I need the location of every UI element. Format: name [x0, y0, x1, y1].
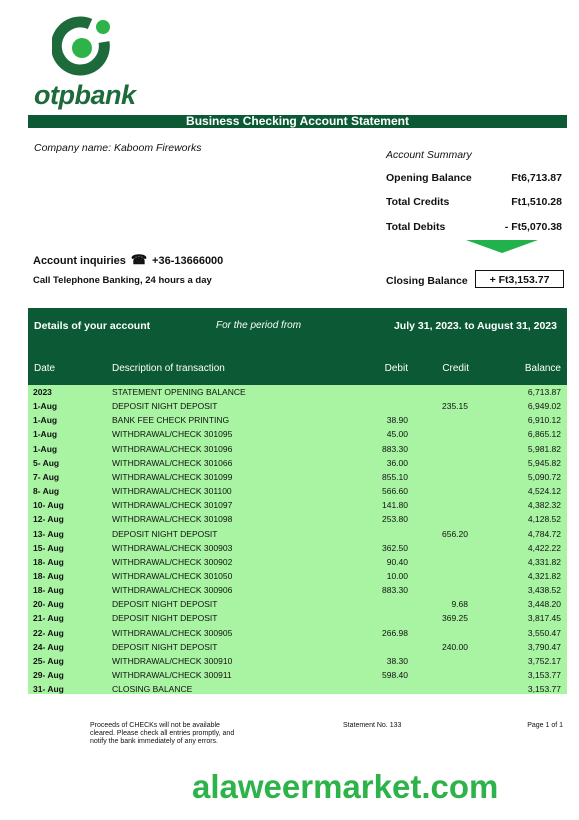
cell-date: 20- Aug [33, 599, 64, 610]
table-row [28, 470, 567, 484]
inquiries-label: Account inquiries [33, 255, 126, 267]
footer-notice-line: Proceeds of CHECKs will not be available [90, 722, 220, 729]
brand-name: otpbank [34, 80, 136, 110]
cell-balance: 3,153.77 [527, 684, 561, 695]
table-row [28, 626, 567, 640]
cell-description: WITHDRAWAL/CHECK 300905 [112, 627, 233, 638]
footer-notice-line: notify the bank immediately of any errors. [90, 738, 219, 745]
cell-credit: 656.20 [442, 528, 468, 539]
table-row [28, 654, 567, 668]
cell-description: WITHDRAWAL/CHECK 301099 [112, 471, 233, 482]
cell-description: DEPOSIT NIGHT DEPOSIT [112, 401, 218, 412]
cell-date: 29- Aug [33, 670, 64, 680]
cell-balance: 3,550.47 [527, 627, 561, 638]
cell-debit: 855.10 [382, 471, 408, 482]
cell-balance: 6,910.12 [527, 415, 561, 426]
cell-description: WITHDRAWAL/CHECK 300911 [112, 670, 232, 680]
cell-balance: 4,128.52 [527, 514, 561, 525]
cell-date: 24- Aug [33, 641, 64, 652]
cell-debit: 38.30 [386, 655, 408, 666]
cell-balance: 4,422.22 [527, 542, 561, 553]
table-row [28, 427, 567, 441]
col-description: Description of transaction [112, 363, 225, 374]
cell-description: DEPOSIT NIGHT DEPOSIT [112, 528, 218, 539]
cell-date: 1-Aug [33, 429, 58, 440]
phone-number: +36-13666000 [152, 255, 224, 267]
cell-date: 13- Aug [33, 528, 64, 539]
cell-debit: 266.98 [382, 627, 408, 638]
cell-debit: 90.40 [386, 556, 408, 567]
cell-debit: 36.00 [386, 457, 408, 468]
cell-debit: 362.50 [382, 542, 408, 553]
table-row [28, 583, 567, 597]
cell-credit: 240.00 [442, 641, 468, 652]
table-row [28, 611, 567, 625]
cell-description: STATEMENT OPENING BALANCE [112, 387, 246, 397]
cell-debit: 38.90 [386, 415, 408, 426]
cell-date: 12- Aug [33, 514, 64, 525]
cell-credit: 235.15 [442, 401, 468, 412]
transactions-table [28, 385, 567, 694]
cell-description: WITHDRAWAL/CHECK 300910 [112, 655, 233, 666]
col-balance: Balance [524, 363, 561, 374]
cell-debit: 883.30 [382, 585, 408, 596]
cell-balance: 3,438.52 [527, 585, 561, 596]
cell-description: DEPOSIT NIGHT DEPOSIT [112, 599, 218, 610]
cell-description: WITHDRAWAL/CHECK 301096 [112, 443, 233, 454]
cell-date: 22- Aug [33, 627, 64, 638]
cell-description: WITHDRAWAL/CHECK 300902 [112, 556, 233, 567]
cell-date: 2023 [33, 387, 52, 397]
table-row [28, 555, 567, 569]
table-row [28, 498, 567, 512]
account-summary-title: Account Summary [386, 149, 472, 161]
cell-balance: 3,448.20 [527, 599, 561, 610]
statement-title: Business Checking Account Statement [28, 115, 567, 128]
col-date: Date [34, 363, 56, 374]
cell-description: CLOSING BALANCE [112, 684, 193, 695]
cell-debit: 10.00 [386, 570, 408, 581]
total-debits-value: - Ft5,070.38 [504, 221, 562, 233]
table-row [28, 484, 567, 498]
cell-date: 5- Aug [33, 457, 60, 468]
watermark: alaweermarket.com [192, 768, 499, 805]
table-row [28, 569, 567, 583]
cell-debit: 141.80 [382, 500, 408, 511]
cell-description: WITHDRAWAL/CHECK 301050 [112, 570, 233, 581]
table-row [28, 442, 567, 456]
total-credits-value: Ft1,510.28 [511, 196, 562, 208]
total-credits-label: Total Credits [386, 196, 450, 208]
cell-date: 25- Aug [33, 655, 64, 666]
footer-notice-line: cleared. Please check all entries promptly, and [90, 730, 235, 737]
cell-balance: 6,949.02 [527, 401, 561, 412]
cell-date: 31- Aug [33, 684, 64, 695]
cell-balance: 3,817.45 [527, 613, 561, 624]
cell-debit: 253.80 [382, 514, 408, 525]
telephone-icon: ☎ [130, 252, 148, 267]
cell-balance: 6,713.87 [527, 387, 561, 397]
total-debits-label: Total Debits [386, 221, 446, 233]
cell-debit: 883.30 [382, 443, 408, 454]
cell-date: 10- Aug [33, 500, 64, 511]
cell-date: 15- Aug [33, 542, 64, 553]
table-row [28, 413, 567, 427]
footer-notice [90, 722, 234, 746]
table-row [28, 597, 567, 611]
table-row [28, 512, 567, 526]
account-inquiries [33, 252, 223, 268]
page-number: Page 1 of 1 [527, 722, 563, 729]
company-name: Company name: Kaboom Fireworks [34, 142, 202, 154]
account-details-header [28, 308, 567, 385]
cell-date: 18- Aug [33, 556, 64, 567]
cell-date: 18- Aug [33, 585, 64, 596]
cell-description: DEPOSIT NIGHT DEPOSIT [112, 613, 218, 624]
cell-balance: 3,752.17 [527, 655, 561, 666]
col-credit: Credit [442, 363, 469, 374]
cell-description: DEPOSIT NIGHT DEPOSIT [112, 641, 218, 652]
otp-logo-icon [52, 12, 112, 76]
cell-balance: 4,321.82 [527, 570, 561, 581]
cell-debit: 598.40 [382, 670, 408, 680]
cell-balance: 4,331.82 [527, 556, 561, 567]
table-row [28, 385, 567, 399]
cell-description: WITHDRAWAL/CHECK 301097 [112, 500, 233, 511]
period-label: For the period from [216, 320, 302, 331]
col-debit: Debit [384, 363, 408, 374]
cell-balance: 5,090.72 [527, 471, 561, 482]
cell-date: 1-Aug [33, 415, 58, 426]
period-range: July 31, 2023. to August 31, 2023 [393, 320, 557, 332]
opening-balance-value: Ft6,713.87 [511, 172, 562, 184]
cell-credit: 369.25 [442, 613, 468, 624]
cell-balance: 5,945.82 [527, 457, 561, 468]
table-row [28, 527, 567, 541]
table-row [28, 399, 567, 413]
cell-description: BANK FEE CHECK PRINTING [112, 415, 230, 426]
cell-credit: 9.68 [451, 599, 468, 610]
telephone-banking-note: Call Telephone Banking, 24 hours a day [33, 275, 212, 286]
table-row [28, 456, 567, 470]
cell-date: 7- Aug [33, 471, 60, 482]
cell-date: 8- Aug [33, 486, 60, 497]
closing-balance-label: Closing Balance [386, 275, 468, 287]
cell-description: WITHDRAWAL/CHECK 300903 [112, 542, 233, 553]
details-heading: Details of your account [34, 320, 151, 332]
cell-description: WITHDRAWAL/CHECK 301095 [112, 429, 233, 440]
cell-description: WITHDRAWAL/CHECK 301066 [112, 457, 233, 468]
cell-balance: 6,865.12 [527, 429, 561, 440]
cell-balance: 3,153.77 [527, 670, 561, 680]
cell-balance: 5,981.82 [527, 443, 561, 454]
cell-date: 1-Aug [33, 443, 58, 454]
cell-description: WITHDRAWAL/CHECK 301098 [112, 514, 233, 525]
statement-number: Statement No. 133 [343, 722, 402, 729]
cell-date: 1-Aug [33, 401, 58, 412]
cell-balance: 4,382.32 [527, 500, 561, 511]
cell-balance: 4,784.72 [527, 528, 561, 539]
table-row [28, 668, 567, 682]
cell-description: WITHDRAWAL/CHECK 301100 [112, 486, 232, 497]
cell-date: 21- Aug [33, 613, 64, 624]
table-row [28, 682, 567, 696]
cell-debit: 566.60 [382, 486, 408, 497]
cell-debit: 45.00 [386, 429, 408, 440]
opening-balance-label: Opening Balance [386, 172, 472, 184]
table-row [28, 640, 567, 654]
closing-balance-value: + Ft3,153.77 [475, 270, 564, 288]
down-arrow-icon [466, 240, 538, 253]
cell-date: 18- Aug [33, 570, 64, 581]
cell-balance: 4,524.12 [527, 486, 561, 497]
cell-description: WITHDRAWAL/CHECK 300906 [112, 585, 233, 596]
table-row [28, 541, 567, 555]
cell-balance: 3,790.47 [527, 641, 561, 652]
